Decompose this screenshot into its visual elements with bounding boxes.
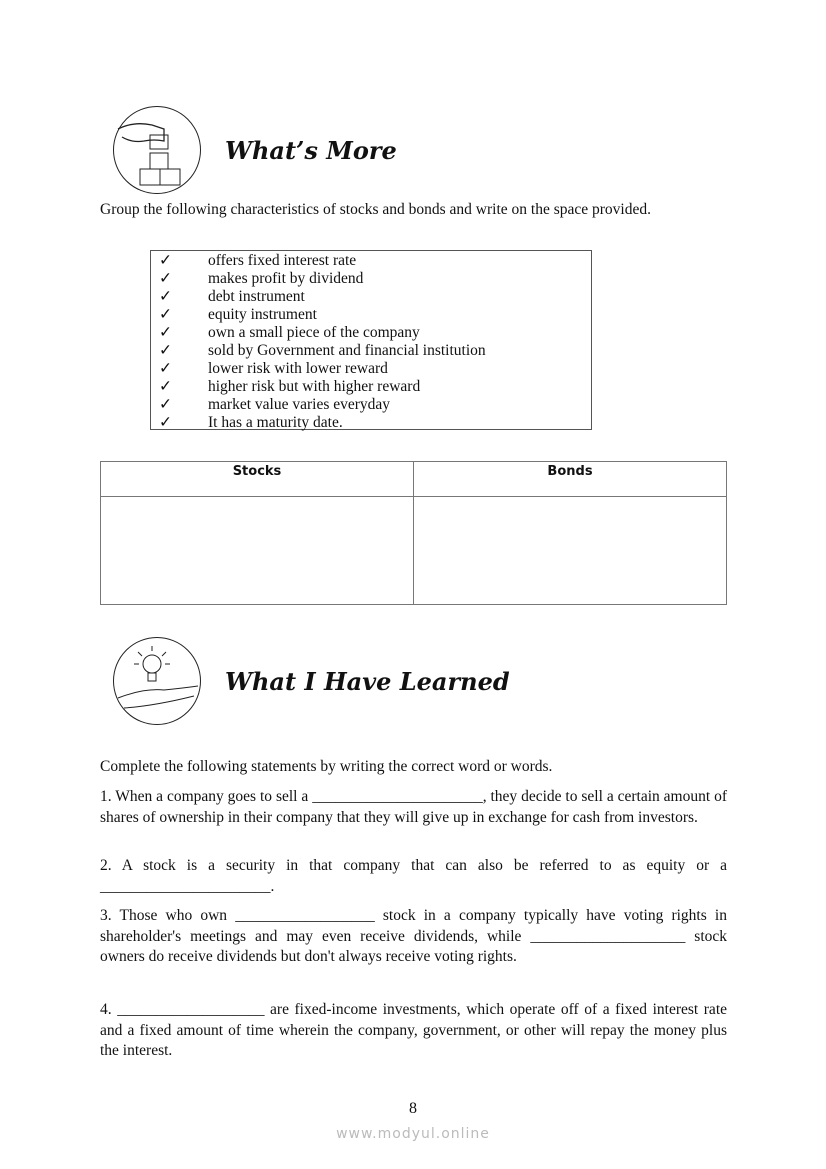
check-icon: ✓ xyxy=(159,324,172,341)
question-4 xyxy=(100,1000,727,1062)
checklist-item-text: sold by Government and financial institution xyxy=(208,342,486,359)
lightbulb-in-hand-icon xyxy=(113,637,201,725)
checklist-item xyxy=(151,270,591,288)
checklist-item xyxy=(151,324,591,342)
checklist-item-text: equity instrument xyxy=(208,306,317,323)
check-icon: ✓ xyxy=(159,252,172,269)
check-icon: ✓ xyxy=(159,360,172,377)
checklist-item xyxy=(151,396,591,414)
q3-blank-2[interactable]: ____________________ xyxy=(530,927,686,945)
question-1 xyxy=(100,787,727,828)
bonds-answer-cell[interactable] xyxy=(414,497,727,605)
q2-text-end: . xyxy=(270,877,275,895)
question-3 xyxy=(100,906,727,968)
q4-text-end: are fixed-income investments, which operate off of a fixed interest rate and a fixed amount of time wherein the company, government, or other will repay the money plus the interest. xyxy=(100,1001,727,1059)
checklist-item-text: It has a maturity date. xyxy=(208,414,343,431)
check-icon: ✓ xyxy=(159,306,172,323)
checklist-item xyxy=(151,360,591,378)
q4-text: 4. xyxy=(100,1001,118,1018)
q3-blank-1[interactable]: __________________ xyxy=(235,907,375,924)
checklist-item xyxy=(151,342,591,360)
q1-text-end: , they decide to sell a certain amount of shares of ownership in their company that they will give up in exchange for cash from investors. xyxy=(100,788,727,826)
checklist-item-text: offers fixed interest rate xyxy=(208,252,357,269)
check-icon: ✓ xyxy=(159,288,172,305)
header-stocks: Stocks xyxy=(101,462,414,497)
checklist-item-text: lower risk with lower reward xyxy=(208,360,388,377)
check-icon: ✓ xyxy=(159,270,172,287)
header-bonds: Bonds xyxy=(414,462,727,497)
section-title-whats-more: What’s More xyxy=(225,136,397,165)
q4-blank[interactable]: ___________________ xyxy=(117,1001,265,1018)
q1-blank[interactable]: ______________________ xyxy=(312,788,483,805)
checklist-item-text: market value varies everyday xyxy=(208,396,391,413)
q1-text: 1. When a company goes to sell a xyxy=(100,788,313,805)
check-icon: ✓ xyxy=(159,414,172,431)
checklist-item-text: debt instrument xyxy=(208,288,305,305)
watermark: www.modyul.online xyxy=(336,1126,490,1142)
instruction-complete: Complete the following statements by writing the correct word or words. xyxy=(100,758,553,775)
question-2 xyxy=(100,856,727,897)
checklist-item-text: own a small piece of the company xyxy=(208,324,420,341)
stocks-answer-cell[interactable] xyxy=(101,497,414,605)
q3-text-mid: stock in a company typically have voting rights in shareholder's meetings and may even receive dividends, while xyxy=(100,907,727,945)
hand-stacking-blocks-icon xyxy=(113,106,201,194)
page-number: 8 xyxy=(409,1100,417,1117)
checklist-item-text: makes profit by dividend xyxy=(208,270,364,287)
check-icon: ✓ xyxy=(159,396,172,413)
instruction-group: Group the following characteristics of stocks and bonds and write on the space provided. xyxy=(100,201,651,218)
checklist-item xyxy=(151,378,591,396)
section-title-what-i-have-learned: What I Have Learned xyxy=(225,667,510,696)
q2-text: 2. A stock is a security in that company that can also be referred to as equity or a xyxy=(100,857,727,874)
checklist-item xyxy=(151,288,591,306)
checklist-item xyxy=(151,252,591,270)
stocks-bonds-table xyxy=(100,461,727,605)
characteristics-list xyxy=(150,250,592,430)
check-icon: ✓ xyxy=(159,378,172,395)
checklist-item xyxy=(151,414,591,432)
checklist-item-text: higher risk but with higher reward xyxy=(208,378,421,395)
check-icon: ✓ xyxy=(159,342,172,359)
q3-text-end: stock owners do receive dividends but don't always receive voting rights. xyxy=(100,927,728,965)
q2-blank[interactable]: ______________________ xyxy=(100,877,271,895)
checklist-item xyxy=(151,306,591,324)
q3-text: 3. Those who own xyxy=(100,907,236,924)
